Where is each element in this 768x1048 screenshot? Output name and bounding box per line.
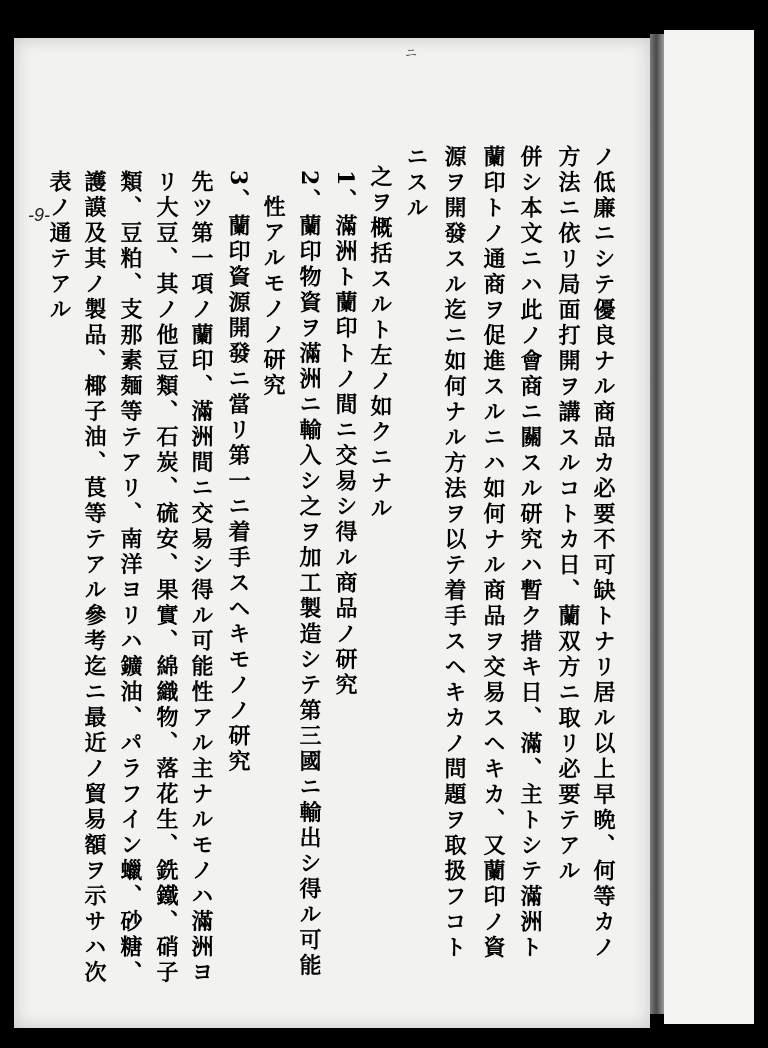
handwritten-page-mark: -9- — [28, 205, 50, 225]
text-line-2: 方法ニ依リ局面打開ヲ講スルコトカ日、蘭双方ニ取リ必要テアル — [555, 145, 581, 885]
text-line-3: 併シ本文ニハ此ノ會商ニ關スル研究ハ暫ク措キ日、滿、主トシテ滿洲ト — [517, 145, 543, 961]
text-line-10: 性アルモノノ研究 — [260, 195, 286, 399]
text-line-11: 3、蘭印資源開發ニ當リ第一ニ着手スヘキモノノ研究 — [225, 170, 251, 776]
text-line-5: 源ヲ開發スル迄ニ如何ナル方法ヲ以テ着手スヘキカノ問題ヲ取扱フコト — [441, 145, 467, 961]
text-line-7: 之ヲ概括スルト左ノ如クニナル — [367, 165, 393, 522]
text-line-14: 類、豆粕、支那素麺等テアリ、南洋ヨリハ鑛油、パラフイン蠟、砂糖、 — [117, 170, 143, 986]
book-gutter — [650, 34, 664, 1014]
page-number: ニ — [405, 46, 418, 60]
text-line-15: 護謨及其ノ製品、椰子油、茛等テアル參考迄ニ最近ノ貿易額ヲ示サハ次 — [81, 170, 107, 986]
text-line-9: 2、蘭印物資ヲ滿洲ニ輸入シ之ヲ加工製造シテ第三國ニ輸出シ得ル可能 — [296, 170, 322, 980]
text-line-13: リ大豆、其ノ他豆類、石炭、硫安、果實、綿織物、落花生、銑鐵、硝子 — [153, 170, 179, 986]
text-line-8: 1、滿洲ト蘭印トノ間ニ交易シ得ル商品ノ研究 — [332, 170, 358, 699]
text-line-12: 先ツ第一項ノ蘭印、滿洲間ニ交易シ得ル可能性アル主ナルモノハ滿洲ヨ — [188, 170, 214, 986]
text-line-16: 表ノ通テアル — [46, 170, 72, 323]
text-line-6: ニスル — [403, 145, 429, 222]
adjacent-page-edge — [664, 30, 754, 1024]
text-line-4: 蘭印トノ通商ヲ促進スルニハ如何ナル商品ヲ交易スヘキカ、又蘭印ノ資 — [480, 145, 506, 961]
text-line-1: ノ低廉ニシテ優良ナル商品カ必要不可缺トナリ居ル以上早晩、何等カノ — [590, 145, 616, 961]
